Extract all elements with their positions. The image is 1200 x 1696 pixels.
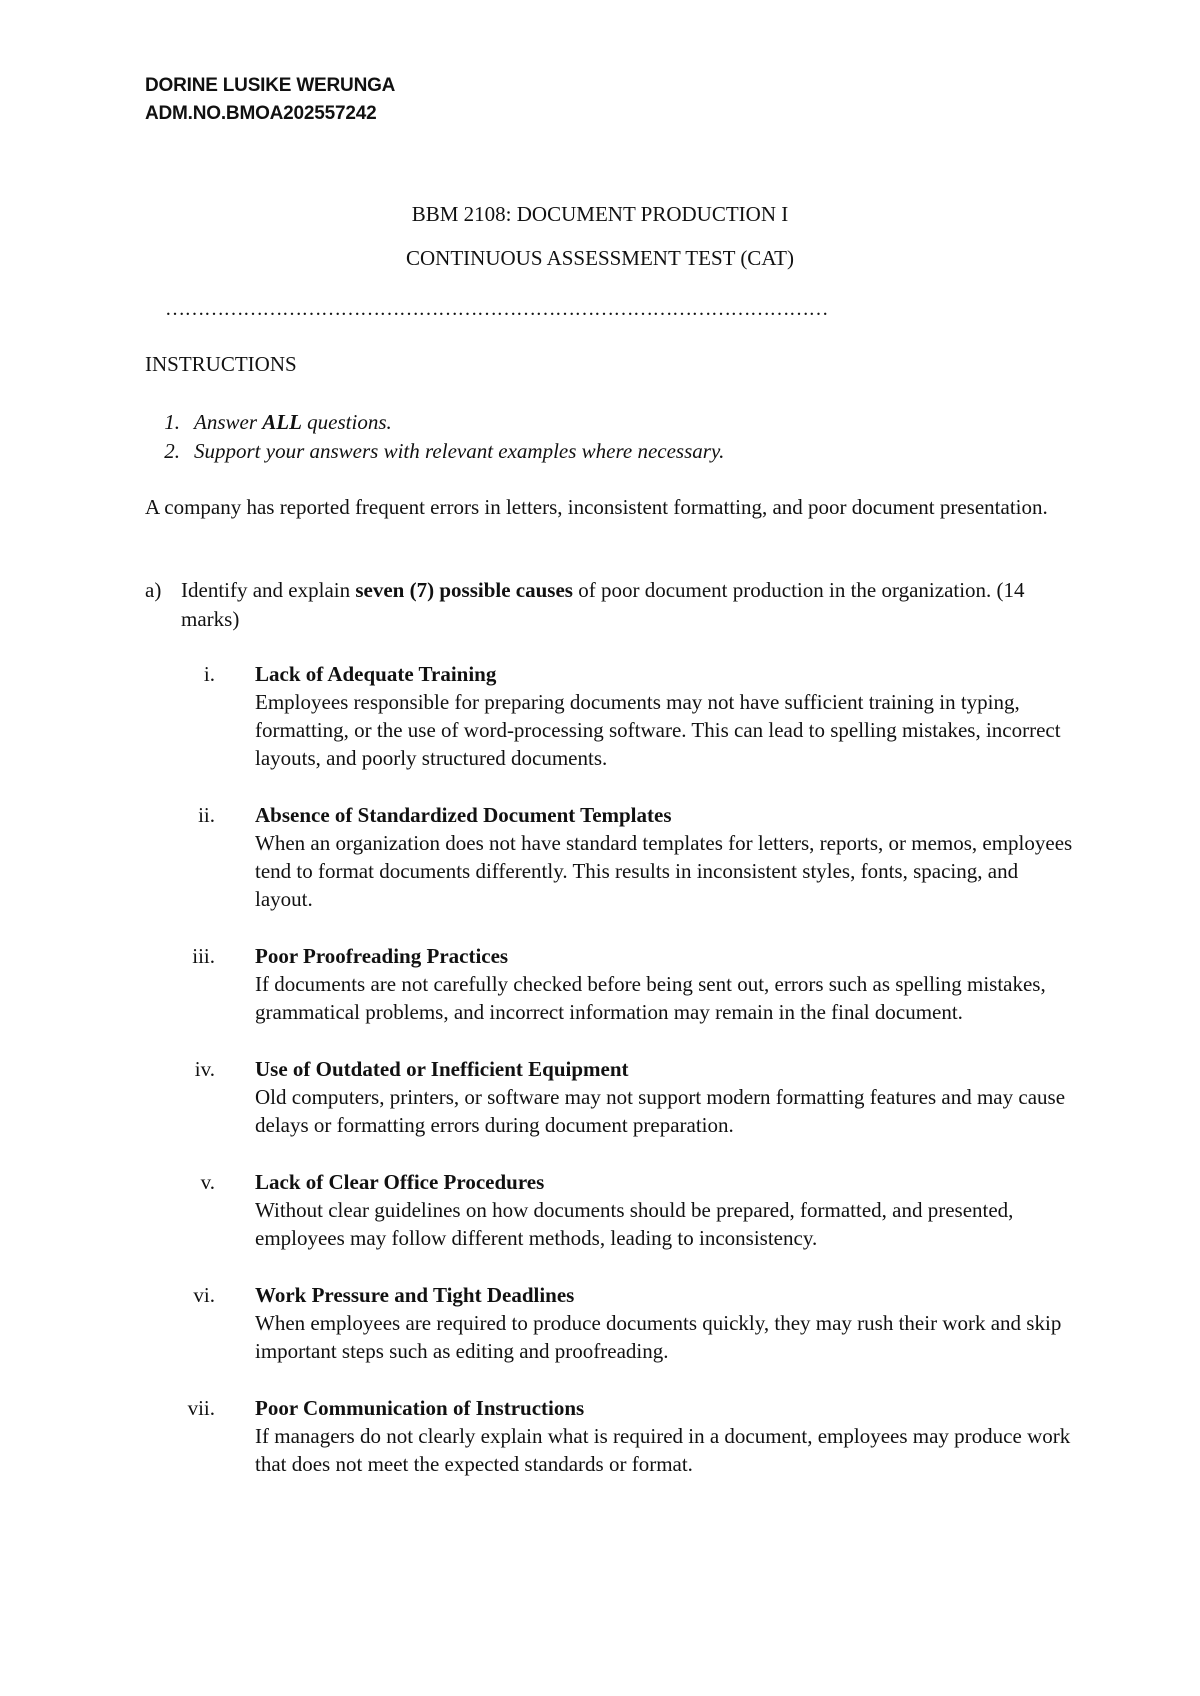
instruction-number: 1. <box>164 410 180 434</box>
answer-item <box>145 1168 1075 1252</box>
admission-number: ADM.NO.BMOA202557242 <box>145 103 377 124</box>
answer-text: When employees are required to produce documents quickly, they may rush their work and skip important steps such as editing and proofreading. <box>255 1311 1062 1363</box>
answer-numeral: i. <box>203 662 215 686</box>
answer-heading: Poor Communication of Instructions <box>255 1396 585 1420</box>
instruction-text: Answer <box>194 410 263 434</box>
instruction-item <box>145 408 724 437</box>
question-emphasis: seven (7) possible causes <box>355 578 573 602</box>
answer-heading: Lack of Clear Office Procedures <box>255 1170 545 1194</box>
answer-item <box>145 942 1075 1026</box>
answer-heading: Use of Outdated or Inefficient Equipment <box>255 1057 629 1081</box>
answer-item <box>145 801 1075 913</box>
dotted-separator: ………………………………………………………………………………………… <box>165 298 828 320</box>
question-text <box>181 576 1075 634</box>
answer-text: Without clear guidelines on how documents should be prepared, formatted, and presented, employees may follow different methods, leading to inconsistency. <box>255 1198 1014 1250</box>
answer-numeral: v. <box>200 1170 215 1194</box>
answer-heading: Absence of Standardized Document Templates <box>255 803 672 827</box>
instruction-number: 2. <box>164 439 180 463</box>
instruction-text-end: questions. <box>301 410 392 434</box>
question-text-start: Identify and explain <box>181 578 356 602</box>
answer-text: Old computers, printers, or software may not support modern formatting features and may cause delays or formatting errors during document preparation. <box>255 1085 1066 1137</box>
document-title <box>0 200 1200 288</box>
question-text-end: of poor document production in the organization. (14 marks) <box>181 578 1025 631</box>
answer-numeral: ii. <box>198 803 215 827</box>
answer-item <box>145 1281 1075 1365</box>
answer-item <box>145 660 1075 772</box>
instruction-emphasis: ALL <box>262 410 302 434</box>
answer-text: When an organization does not have standard templates for letters, reports, or memos, employees tend to format documents differently. This results in inconsistent styles, fonts, spacing, and layout. <box>255 831 1073 911</box>
answer-heading: Lack of Adequate Training <box>255 662 497 686</box>
course-title: BBM 2108: DOCUMENT PRODUCTION I <box>411 202 789 226</box>
instruction-list <box>145 408 724 466</box>
answer-item <box>145 1394 1075 1478</box>
answer-heading: Poor Proofreading Practices <box>255 944 509 968</box>
answer-text: Employees responsible for preparing documents may not have sufficient training in typing, formatting, or the use of word-processing software. This can lead to spelling mistakes, incorrect layouts, and poorly structured documents. <box>255 690 1061 770</box>
answer-item <box>145 1055 1075 1139</box>
answer-numeral: vii. <box>187 1396 215 1420</box>
answer-numeral: vi. <box>193 1283 215 1307</box>
question-a <box>145 576 1075 634</box>
answer-numeral: iv. <box>194 1057 215 1081</box>
answer-text: If documents are not carefully checked before being sent out, errors such as spelling mistakes, grammatical problems, and incorrect information may remain in the final document. <box>255 972 1046 1024</box>
test-title: CONTINUOUS ASSESSMENT TEST (CAT) <box>406 246 794 270</box>
instruction-item <box>145 437 724 466</box>
scenario-paragraph: A company has reported frequent errors in letters, inconsistent formatting, and poor document presentation. <box>145 495 1048 519</box>
answer-numeral: iii. <box>192 944 215 968</box>
answer-text: If managers do not clearly explain what is required in a document, employees may produce work that does not meet the expected standards or format. <box>255 1424 1071 1476</box>
student-name: DORINE LUSIKE WERUNGA <box>145 75 396 96</box>
answer-heading: Work Pressure and Tight Deadlines <box>255 1283 575 1307</box>
answer-list <box>145 660 1075 1507</box>
question-label: a) <box>145 578 162 602</box>
student-details <box>145 72 395 128</box>
instruction-text: Support your answers with relevant examples where necessary. <box>194 439 725 463</box>
instructions-heading: INSTRUCTIONS <box>145 352 297 376</box>
